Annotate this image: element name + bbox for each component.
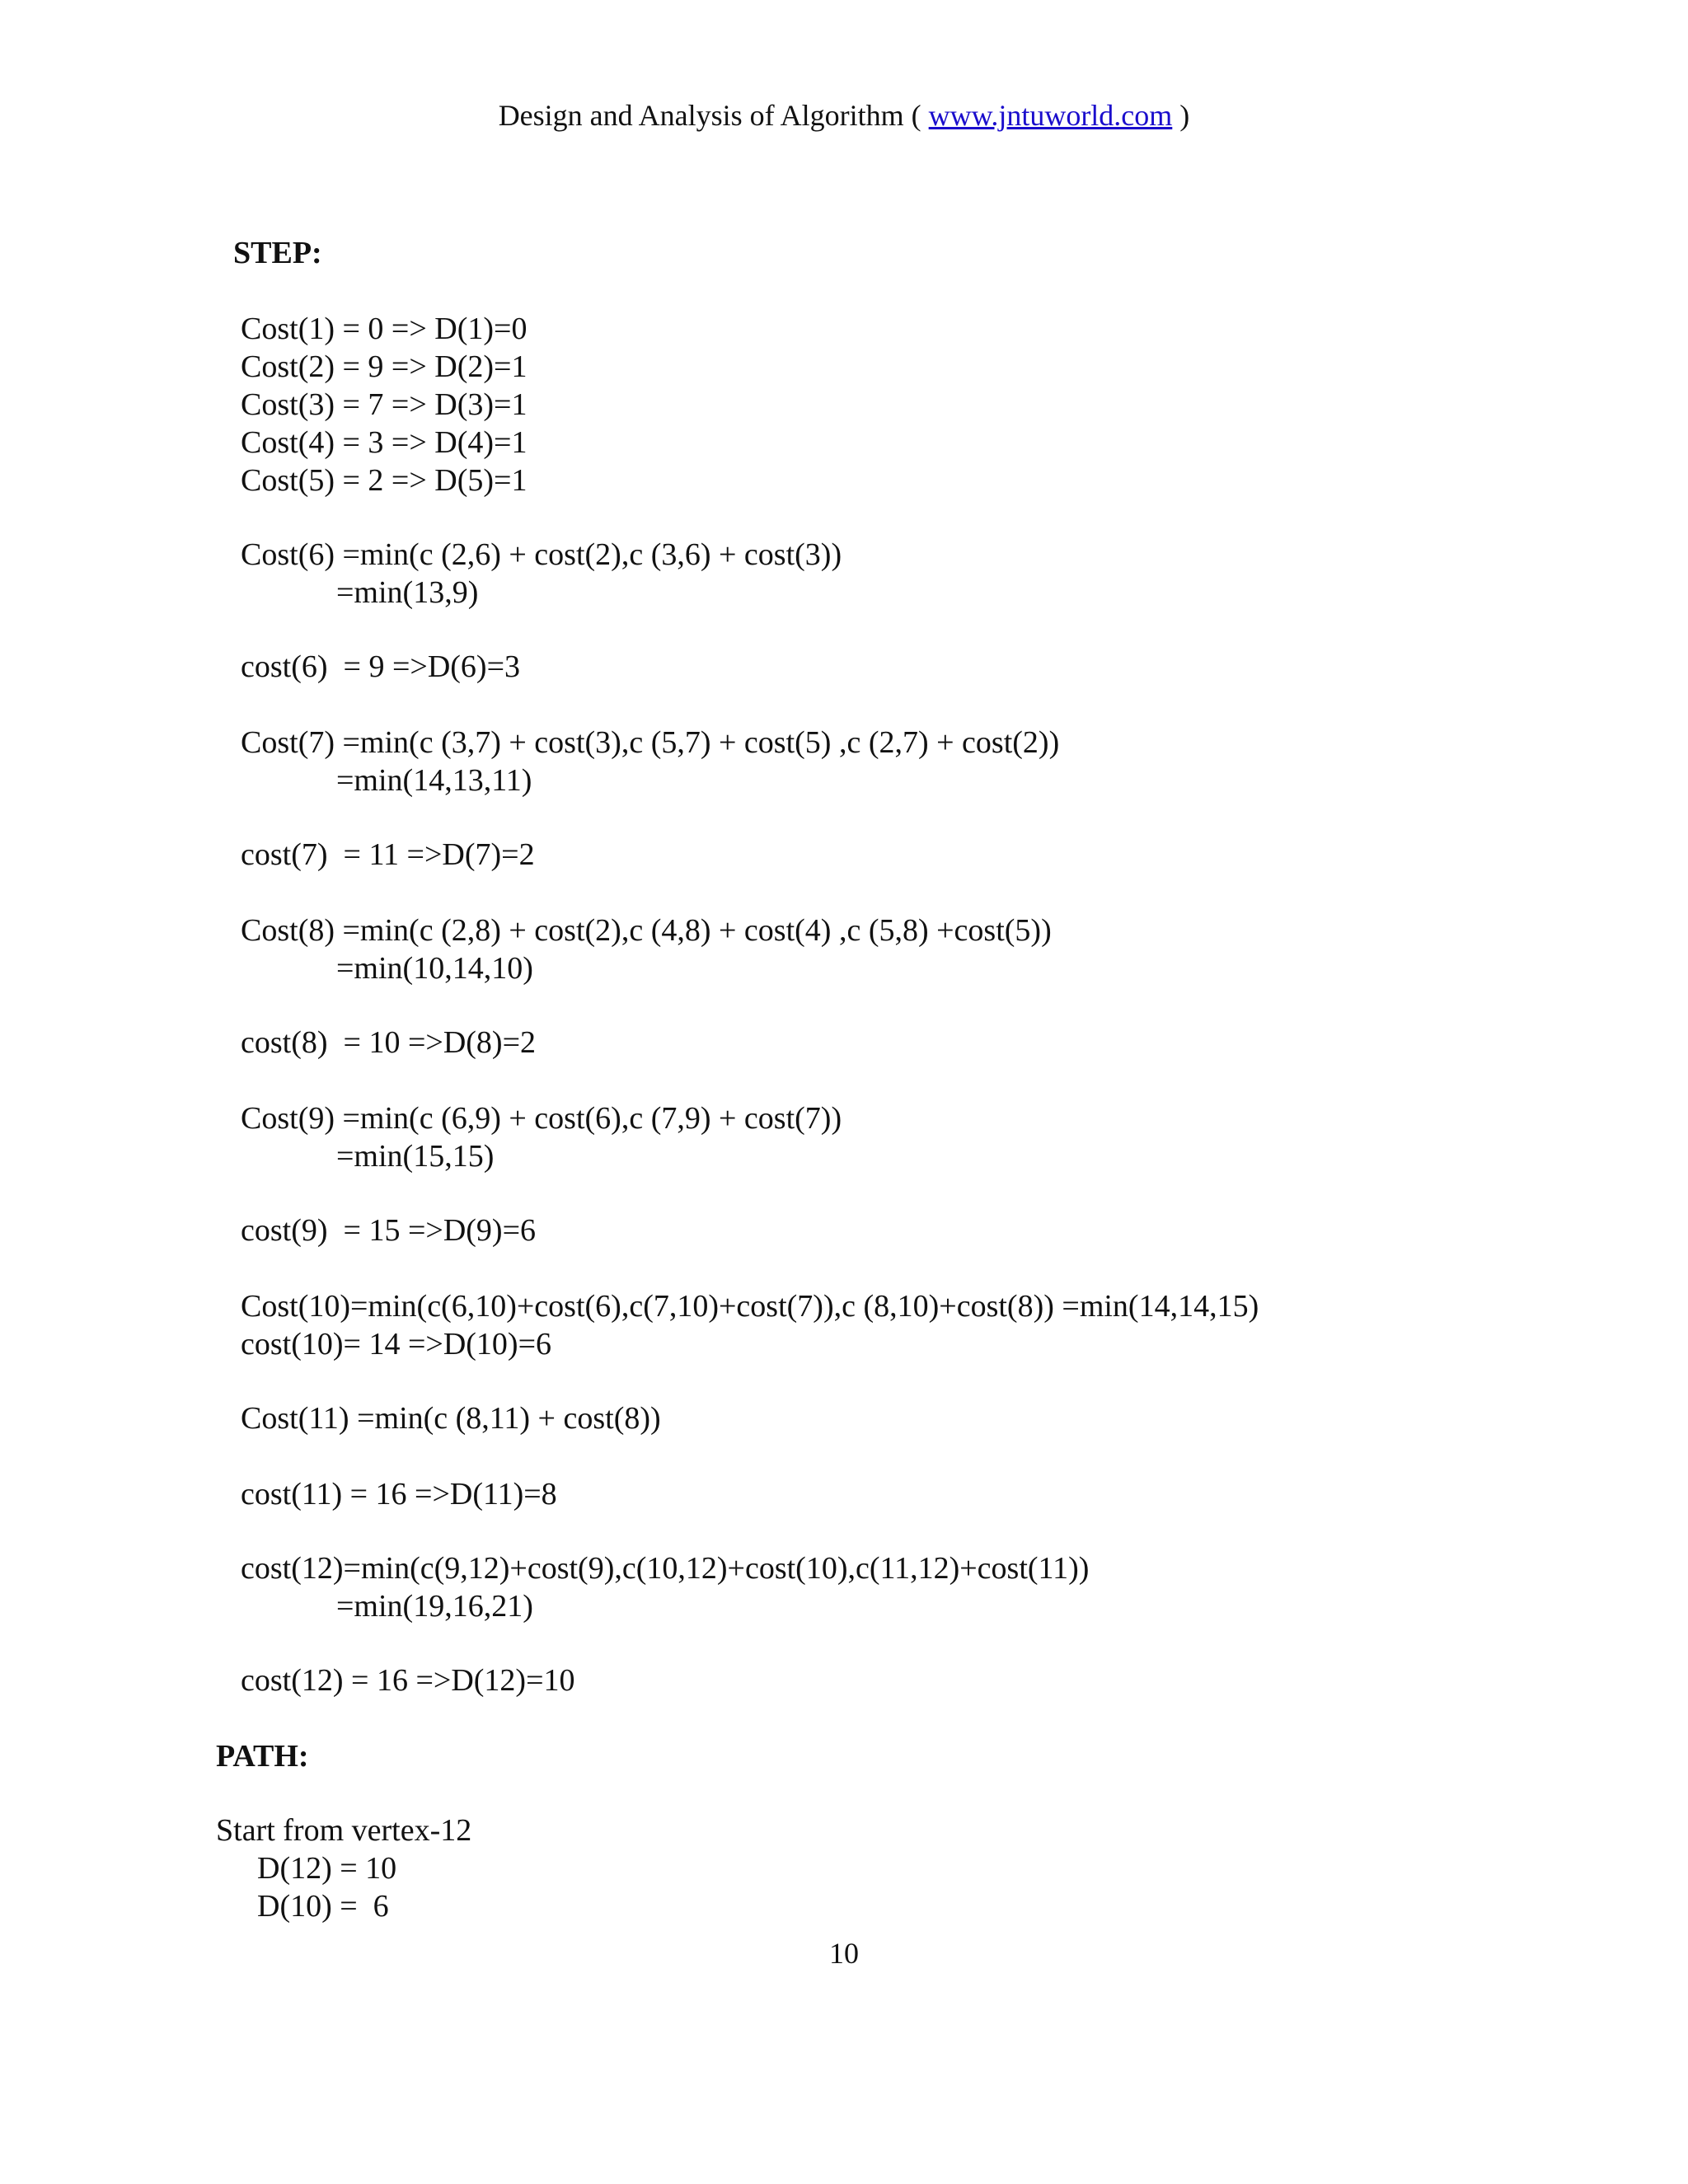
- cost8-formula: Cost(8) =min(c (2,8) + cost(2),c (4,8) + cost(4) ,c (5,8) +cost(5)): [241, 913, 1052, 948]
- cost7-result: cost(7) = 11 =>D(7)=2: [241, 837, 535, 872]
- cost6-formula: Cost(6) =min(c (2,6) + cost(2),c (3,6) + cost(3)): [241, 537, 842, 572]
- cost7-formula: Cost(7) =min(c (3,7) + cost(3),c (5,7) + cost(5) ,c (2,7) + cost(2)): [241, 725, 1060, 760]
- cost8-result: cost(8) = 10 =>D(8)=2: [241, 1025, 536, 1060]
- page-number: 10: [829, 1937, 859, 1970]
- cost9-formula: Cost(9) =min(c (6,9) + cost(6),c (7,9) + cost(7)): [241, 1101, 842, 1136]
- cost11-formula: Cost(11) =min(c (8,11) + cost(8)): [241, 1401, 661, 1436]
- header-title: Design and Analysis of Algorithm (: [498, 99, 929, 132]
- cost-line: Cost(3) = 7 => D(3)=1: [241, 387, 528, 422]
- step-heading: STEP:: [233, 236, 322, 270]
- cost6-min: =min(13,9): [336, 575, 479, 610]
- path-start: Start from vertex-12: [216, 1813, 472, 1848]
- cost-line: Cost(2) = 9 => D(2)=1: [241, 349, 528, 384]
- cost9-result: cost(9) = 15 =>D(9)=6: [241, 1213, 536, 1248]
- cost6-result: cost(6) = 9 =>D(6)=3: [241, 649, 520, 684]
- cost7-min: =min(14,13,11): [336, 763, 532, 798]
- header-link[interactable]: www.jntuworld.com: [928, 99, 1173, 132]
- cost10-formula: Cost(10)=min(c(6,10)+cost(6),c(7,10)+cost(7)),c (8,10)+cost(8)) =min(14,14,15): [241, 1289, 1259, 1324]
- path-step: D(12) = 10: [257, 1851, 397, 1886]
- cost12-result: cost(12) = 16 =>D(12)=10: [241, 1663, 575, 1698]
- path-step: D(10) = 6: [257, 1889, 389, 1924]
- cost12-min: =min(19,16,21): [336, 1589, 533, 1624]
- cost-line: Cost(1) = 0 => D(1)=0: [241, 312, 528, 346]
- cost11-result: cost(11) = 16 =>D(11)=8: [241, 1477, 557, 1511]
- cost-line: Cost(4) = 3 => D(4)=1: [241, 425, 528, 460]
- cost-line: Cost(5) = 2 => D(5)=1: [241, 463, 528, 498]
- cost10-result: cost(10)= 14 =>D(10)=6: [241, 1327, 551, 1361]
- page-header: [0, 97, 1688, 134]
- header-suffix: ): [1172, 99, 1190, 132]
- cost9-min: =min(15,15): [336, 1139, 495, 1174]
- cost8-min: =min(10,14,10): [336, 951, 533, 986]
- cost12-formula: cost(12)=min(c(9,12)+cost(9),c(10,12)+cost(10),c(11,12)+cost(11)): [241, 1551, 1090, 1586]
- path-heading: PATH:: [216, 1739, 309, 1774]
